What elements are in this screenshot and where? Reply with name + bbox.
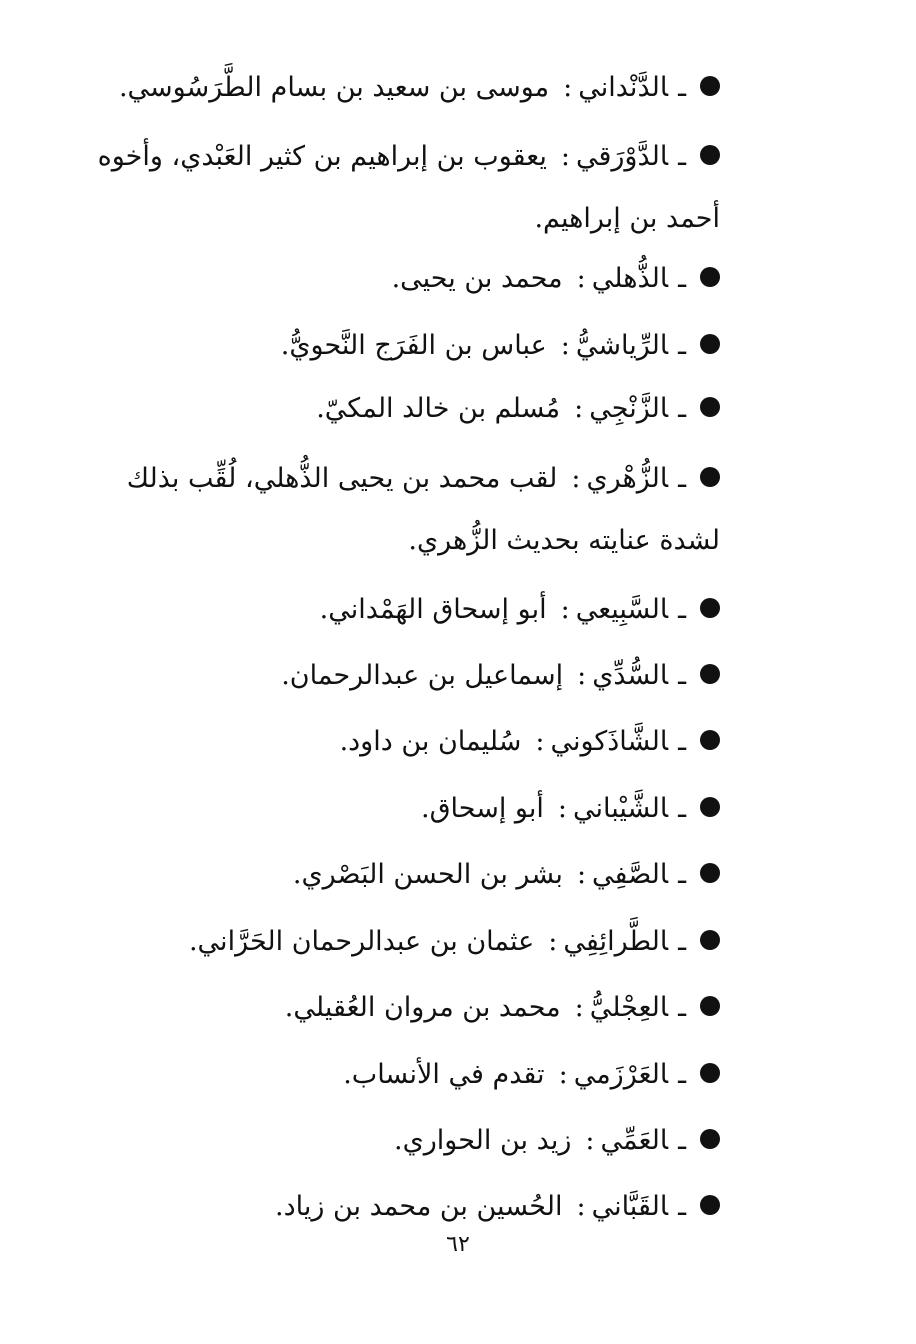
bullet-icon	[700, 863, 720, 883]
entry-dash: ـ	[678, 393, 686, 424]
entry-description: موسى بن سعيد بن بسام الطَّرَسُوسي.	[118, 72, 550, 103]
entry-colon: :	[585, 1125, 595, 1156]
entry-colon: :	[535, 726, 545, 757]
entry-term: الزُّهْري	[586, 463, 669, 494]
bullet-icon	[700, 145, 720, 165]
bullet-icon	[700, 598, 720, 618]
entry-term: الشَّيْباني	[572, 793, 669, 824]
entry-colon: :	[557, 793, 567, 824]
bullet-icon	[700, 76, 720, 96]
list-item	[100, 1108, 720, 1174]
bullet-icon	[700, 797, 720, 817]
entry-colon: :	[576, 1191, 586, 1222]
entry-term: الرِّياشيُّ	[575, 330, 669, 361]
entry-dash: ـ	[678, 330, 686, 361]
entry-continuation: أحمد بن إبراهيم.	[534, 203, 720, 234]
list-item	[100, 842, 720, 908]
list-item	[100, 577, 720, 643]
list-item	[100, 975, 720, 1041]
entry-description: بشر بن الحسن البَصْري.	[292, 859, 563, 890]
list-item	[100, 709, 720, 775]
list-item	[100, 909, 720, 975]
entry-term: العَرْزَمي	[573, 1059, 669, 1090]
entry-description: لقب محمد بن يحيى الذُّهلي، لُقِّب بذلك	[126, 463, 558, 494]
bullet-icon	[700, 467, 720, 487]
bullet-icon	[700, 730, 720, 750]
entry-term: الصَّفِي	[592, 859, 669, 890]
entry-description: زيد بن الحواري.	[394, 1125, 572, 1156]
entry-term: الطَّرائِفِي	[563, 926, 669, 957]
entry-colon: :	[576, 263, 586, 294]
entry-description: أبو إسحاق الهَمْداني.	[319, 594, 547, 625]
entry-dash: ـ	[678, 793, 686, 824]
entry-dash: ـ	[678, 594, 686, 625]
entry-term: القَبَّاني	[591, 1191, 669, 1222]
entry-description: محمد بن يحيى.	[391, 263, 563, 294]
entry-dash: ـ	[678, 726, 686, 757]
entry-dash: ـ	[678, 660, 686, 691]
list-item	[100, 1174, 720, 1240]
entry-colon: :	[548, 926, 558, 957]
entry-term: الدَّوْرَقي	[575, 141, 669, 172]
entry-description: مُسلم بن خالد المكيّ.	[316, 393, 561, 424]
entry-description: محمد بن مروان العُقيلي.	[284, 992, 561, 1023]
entry-colon: :	[571, 463, 581, 494]
entry-description: إسماعيل بن عبدالرحمان.	[281, 660, 564, 691]
list-item	[100, 376, 720, 442]
list-item	[100, 313, 720, 379]
entry-description: عثمان بن عبدالرحمان الحَرَّاني.	[188, 926, 535, 957]
entry-description: تقدم في الأنساب.	[343, 1059, 545, 1090]
entry-colon: :	[560, 330, 570, 361]
bullet-icon	[700, 930, 720, 950]
entry-colon: :	[563, 72, 573, 103]
entry-term: العِجْليُّ	[589, 992, 669, 1023]
entry-colon: :	[560, 594, 570, 625]
bullet-icon	[700, 1195, 720, 1215]
entry-term: الزَّنْجِي	[589, 393, 669, 424]
entry-description: أبو إسحاق.	[421, 793, 544, 824]
entry-colon: :	[577, 660, 587, 691]
entry-description: الحُسين بن محمد بن زياد.	[274, 1191, 563, 1222]
entry-colon: :	[574, 393, 584, 424]
list-item	[100, 246, 720, 312]
bullet-icon	[700, 397, 720, 417]
list-item	[20, 124, 720, 248]
list-item	[100, 776, 720, 842]
entry-description: سُليمان بن داود.	[339, 726, 522, 757]
entry-dash: ـ	[678, 926, 686, 957]
entry-dash: ـ	[678, 72, 686, 103]
entry-dash: ـ	[678, 263, 686, 294]
entry-description: يعقوب بن إبراهيم بن كثير العَبْدي، وأخوه	[97, 141, 547, 172]
entry-dash: ـ	[678, 141, 686, 172]
entry-dash: ـ	[678, 992, 686, 1023]
entry-term: العَمِّي	[600, 1125, 669, 1156]
entry-term: السُّدِّي	[592, 660, 669, 691]
entry-term: الدَّنْداني	[578, 72, 669, 103]
list-item	[100, 643, 720, 709]
entry-colon: :	[560, 141, 570, 172]
entry-dash: ـ	[678, 463, 686, 494]
entry-description: عباس بن الفَرَج النَّحويُّ.	[280, 330, 547, 361]
entry-colon: :	[558, 1059, 568, 1090]
bullet-icon	[700, 1129, 720, 1149]
bullet-icon	[700, 334, 720, 354]
entry-colon: :	[576, 859, 587, 890]
bullet-icon	[700, 267, 720, 287]
entry-colon: :	[574, 992, 584, 1023]
entry-term: السَّبِيعي	[575, 594, 669, 625]
list-item	[20, 446, 720, 570]
entry-term: الشَّاذَكوني	[550, 726, 669, 757]
list-item	[100, 55, 720, 121]
entry-dash: ـ	[678, 1191, 686, 1222]
bullet-icon	[700, 664, 720, 684]
bullet-icon	[700, 1063, 720, 1083]
entry-continuation: لشدة عنايته بحديث الزُّهري.	[408, 525, 720, 556]
entry-dash: ـ	[678, 1059, 686, 1090]
bullet-icon	[700, 996, 720, 1016]
list-item	[100, 1042, 720, 1108]
entry-dash: ـ	[678, 859, 686, 890]
entry-dash: ـ	[678, 1125, 686, 1156]
entry-term: الذُّهلي	[591, 263, 669, 294]
page-number: ٦٢	[446, 1232, 470, 1257]
